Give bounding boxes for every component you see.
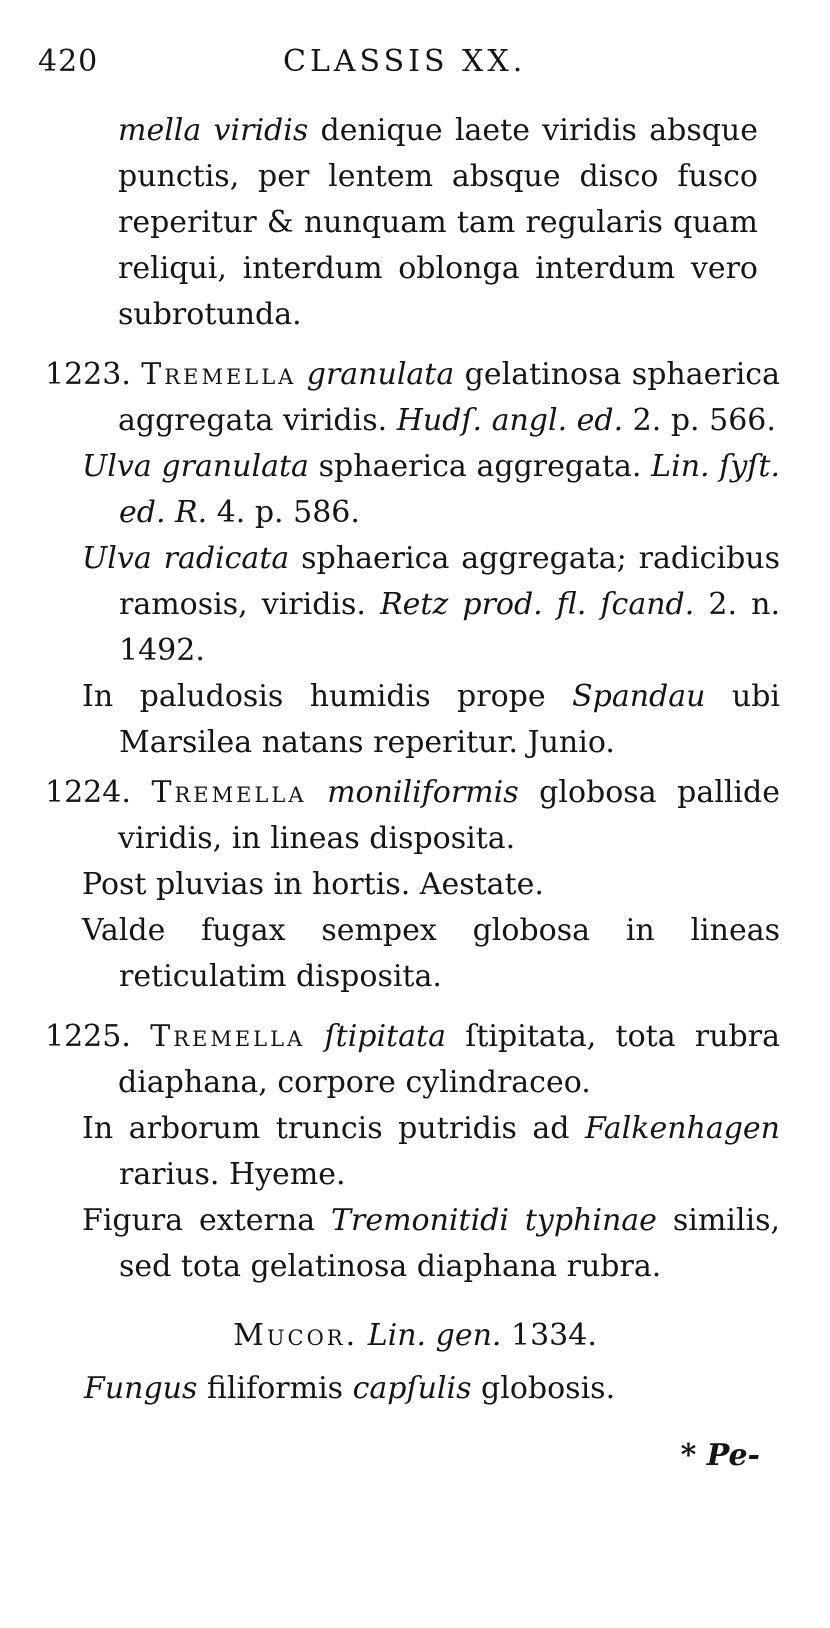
synonym-reference: 2. n. 1492. — [119, 587, 780, 668]
habitat — [82, 1106, 780, 1198]
description: gelatinosa sphaerica aggregata viridis. — [118, 357, 780, 438]
note-text: Figura externa — [82, 1203, 331, 1238]
habitat-text: In arborum truncis putridis ad — [82, 1111, 585, 1146]
description: globosa pallide viridis, in lineas disposita. — [118, 775, 780, 856]
reference: 2. p. 566. — [623, 403, 776, 438]
definition-text: filiformis — [197, 1371, 353, 1406]
genus-name: Tremella — [150, 1019, 306, 1054]
entry-1224 — [45, 770, 780, 1000]
continuation-italic: mella viridis — [118, 113, 309, 148]
reference-italic: Hudſ. angl. ed. — [396, 403, 624, 438]
entry-1223-head — [45, 352, 780, 444]
genus-name: Tremella — [151, 775, 307, 810]
place-name: Spandau — [572, 679, 706, 714]
entry-1223 — [45, 352, 780, 766]
entry-1224-head — [45, 770, 780, 862]
place-name: Falkenhagen — [585, 1111, 780, 1146]
synonym-text: sphaerica aggregata. — [308, 449, 652, 484]
synonym-name: Ulva radicata — [82, 541, 290, 576]
entry-number: 1223. — [45, 357, 131, 392]
reference-italic: Lin. gen. — [367, 1318, 502, 1353]
entry-1225-head — [45, 1014, 780, 1106]
reference: 1334. — [501, 1318, 597, 1353]
description: ſtipitata, tota rubra diaphana, corpore cylindraceo. — [118, 1019, 780, 1100]
definition-italic-2: capſulis — [352, 1371, 472, 1406]
genus-name: Tremella — [141, 357, 297, 392]
page-title: CLASSIS XX. — [283, 44, 527, 79]
entry-number: 1225. — [45, 1019, 131, 1054]
entry-number: 1224. — [45, 775, 131, 810]
synonym-reference: 4. p. 586. — [207, 495, 360, 530]
synonym-reference-italic: Lin. ſyſt. ed. R. — [119, 449, 780, 530]
species-name: ſtipitata — [324, 1019, 446, 1054]
entry-1225 — [45, 1014, 780, 1290]
genus-definition — [84, 1366, 784, 1412]
genus-name: Mucor. — [233, 1318, 359, 1353]
habitat-text: In paludosis humidis prope — [82, 679, 573, 714]
synonym-1 — [82, 444, 780, 536]
species-name: moniliformis — [327, 775, 519, 810]
note-italic: Tremonitidi typhinae — [330, 1203, 657, 1238]
species-name: granulata — [306, 357, 455, 392]
definition-text-end: globosis. — [471, 1371, 616, 1406]
page-number: 420 — [38, 44, 99, 79]
habitat: Post pluvias in hortis. Aestate. — [82, 867, 544, 902]
continuation-paragraph — [118, 108, 758, 338]
genus-heading-mucor — [0, 1318, 830, 1353]
habitat-text-end: ubi Marsilea natans reperitur. Junio. — [119, 679, 781, 760]
synonym-text: sphaerica aggregata; radicibus ramosis, viridis. — [119, 541, 780, 622]
note — [82, 1198, 780, 1290]
running-header — [0, 40, 830, 80]
habitat-text-end: rarius. Hyeme. — [119, 1157, 346, 1192]
continuation-text: denique laete viridis absque punctis, per lentem absque disco fusco reperitur & nunquam tam regularis quam reliqui, interdum oblonga interdum vero subrotunda. — [118, 113, 758, 332]
synonym-2 — [82, 536, 780, 674]
definition-italic: Fungus — [84, 1371, 198, 1406]
catchword: * Pe- — [680, 1438, 760, 1473]
note: Valde fugax sempex globosa in lineas reticulatim disposita. — [82, 913, 780, 994]
note-text-end: similis, sed tota gelatinosa diaphana rubra. — [119, 1203, 780, 1284]
synonym-name: Ulva granulata — [82, 449, 309, 484]
synonym-reference-italic: Retz prod. fl. ſcand. — [380, 587, 695, 622]
habitat — [82, 674, 780, 766]
